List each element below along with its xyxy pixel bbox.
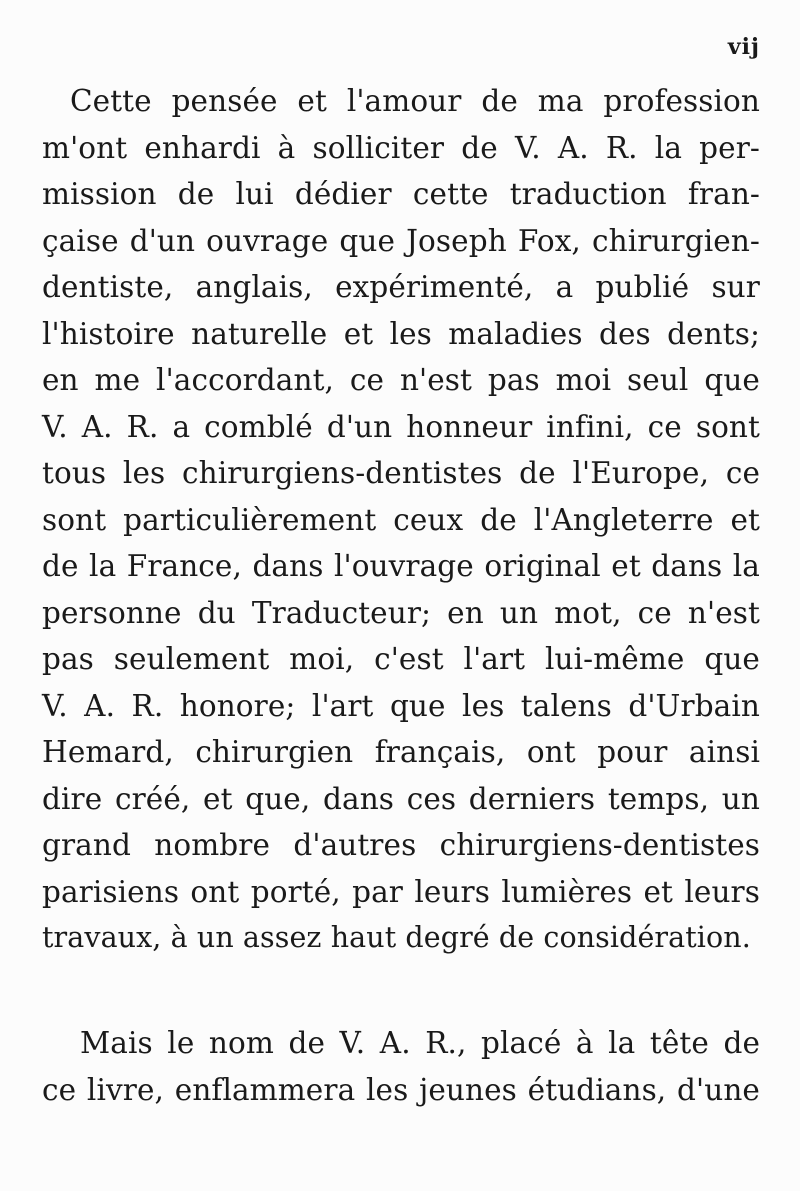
text-line: dire créé, et que, dans ces derniers temps, un [42,781,760,816]
text-line: dentiste, anglais, expérimenté, a publié sur [42,270,760,304]
page-number: vij [727,34,760,60]
paragraph-2 [42,1020,760,1113]
text-line: m'ont enhardi à solliciter de V. A. R. la per- [42,130,760,165]
text-line: V. A. R. a comblé d'un honneur infini, ce sont [42,409,760,444]
text-line: Cette pensée et l'amour de ma profession [70,84,760,118]
text-line: parisiens ont porté, par leurs lumières et leurs [42,874,760,909]
text-line: travaux, à un assez haut degré de considération. [42,921,751,954]
text-line: grand nombre d'autres chirurgiens-dentistes [42,828,760,862]
text-line: V. A. R. honore; l'art que les talens d'Urbain [42,688,760,723]
text-line: çaise d'un ouvrage que Joseph Fox, chirurgien- [42,223,760,258]
text-line: de la France, dans l'ouvrage original et dans la [42,549,760,583]
text-line: tous les chirurgiens-dentistes de l'Europe, ce [42,456,760,490]
text-line: sont particulièrement ceux de l'Angleterre et [42,502,760,537]
paragraph-1 [42,78,760,962]
text-line: Hemard, chirurgien français, ont pour ainsi [42,735,760,769]
text-line: pas seulement moi, c'est l'art lui-même que [42,642,760,676]
text-line: mission de lui dédier cette traduction fran- [42,177,760,211]
text-line: en me l'accordant, ce n'est pas moi seul que [42,363,760,397]
text-line: Mais le nom de V. A. R., placé à la tête de [80,1026,760,1060]
text-line: ce livre, enflammera les jeunes étudians, d'une [42,1072,760,1107]
text-line: l'histoire naturelle et les maladies des dents; [42,316,760,351]
text-line: personne du Traducteur; en un mot, ce n'est [42,595,760,630]
